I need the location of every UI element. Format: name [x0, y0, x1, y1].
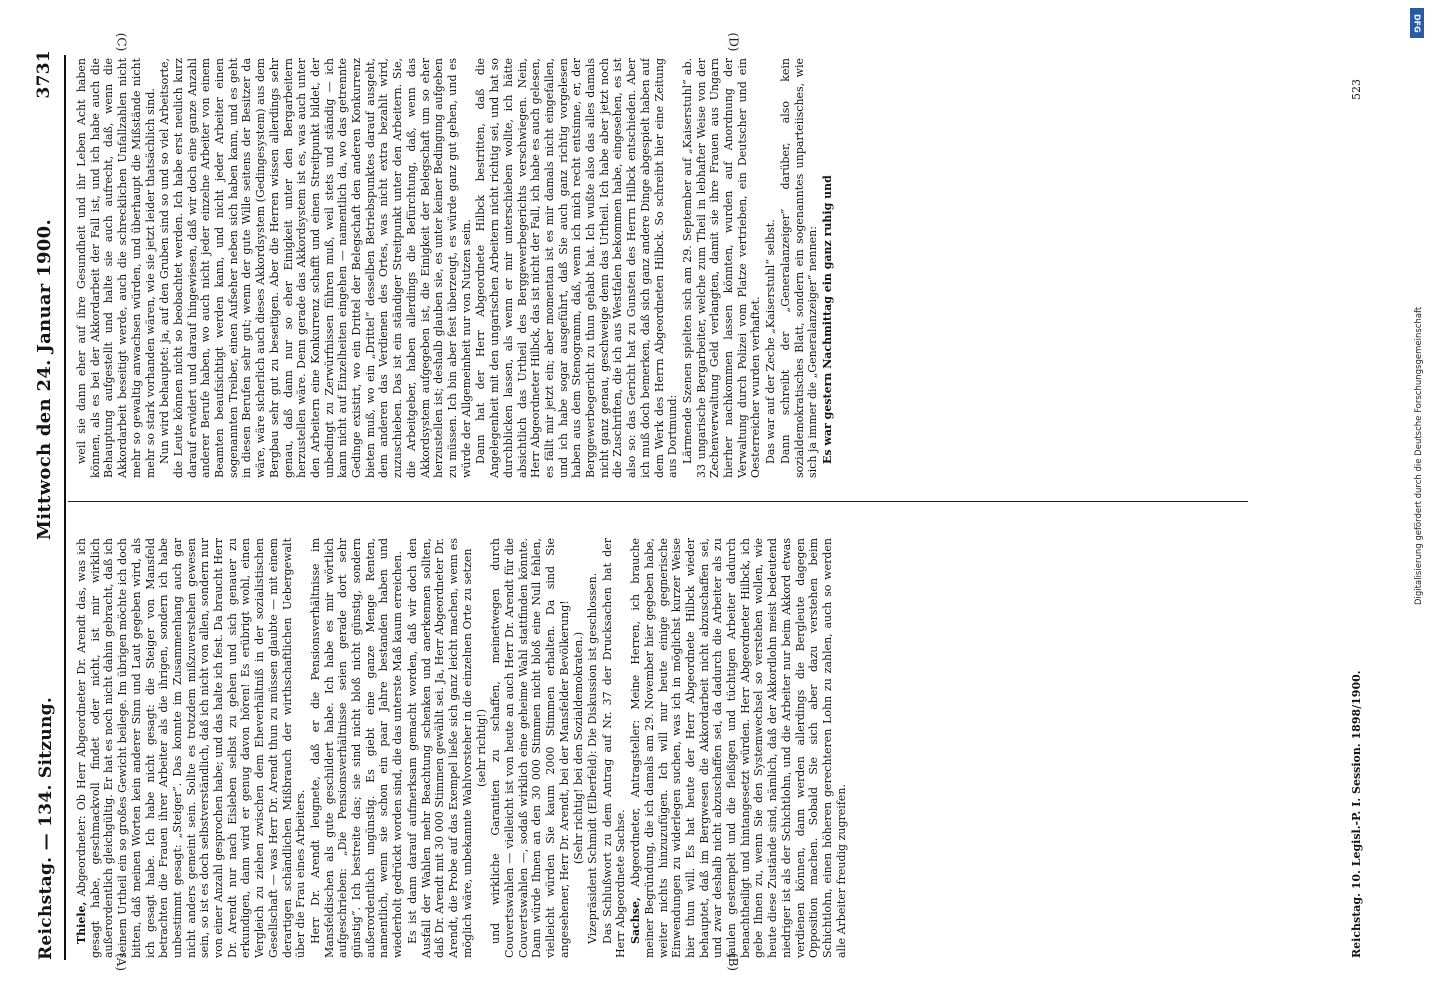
left-column	[75, 538, 1245, 958]
page-header	[30, 40, 60, 980]
paragraph: und wirkliche Garantien zu schaffen, meinetwegen durch Couvertswahlen — vielleicht ist von heute an auch Herr Dr. Arendt für die Couvertswahlen —, sodaß wirklich eine geheime Wahl stattfinden könnte. Dann würde Ihnen an den 30 000 Stimmen nicht bloß eine Null fehlen, vielleicht würden Sie kaum 2000 Stimmen erhalten. Da sind Sie angesehener, Herr Dr. Arendt, bei der Mansfelder Bevölkerung!	[489, 538, 571, 958]
page-number: 3731	[34, 50, 54, 99]
paragraph: Es war gestern Nachmittag ein ganz ruhig und	[820, 175, 834, 464]
paragraph-text: Abgeordneter: Ob Herr Abgeordneter Dr. Arendt das, was ich gesagt habe, geschmackvoll findet oder nicht, ist mir wirklich außerordentlich gleichgültig. Er hat es noch nicht dahin gebracht, daß ich seinem Urtheil ein so großes Gewicht beilege. Im übrigen möchte ich doch bitten, daß meinen Worten kein anderer Sinn und Laut gegeben wird, als ich gesagt habe. Ich habe nicht gesagt: die Steiger von Mansfeld betrachten die Frauen ihrer Arbeiter als die ihrigen, sondern ich habe unbestimmt gesagt: „Steiger“. Das konnte im Zusammenhang auch gar nicht anders gemeint sein. Sollte es trotzdem mißzuverstehen gewesen sein, so ist es doch selbstverständlich, daß ich nicht von allen, sondern nur von einer Anzahl gesprochen habe; und das halte ich fest. Da braucht Herr Dr. Arendt nur nach Eisleben selbst zu gehen und sich genauer zu erkundigen, dann wird er genug davon hören! Es erübrigt wohl, einen Vergleich zu ziehen zwischen dem Eheverhältniß in der sozialistischen Gesellschaft — was Herr Dr. Arendt thun zu müssen glaubte — mit einem derartigen schändlichen Mißbrauch der wirthschaftlichen Uebergewalt über die Frau eines Arbeiters.	[75, 538, 308, 958]
paragraph: Vizepräsident Schmidt (Elberfeld): Die Diskussion ist geschlossen.	[586, 572, 600, 944]
right-column	[75, 58, 1245, 478]
column-separator	[68, 501, 1248, 502]
paragraph	[75, 538, 308, 958]
margin-letter-c: (C)	[114, 32, 129, 52]
dfg-logo-icon: DFG	[1410, 8, 1424, 38]
paragraph: Dann schreibt der „Generalanzeiger“ darüber, also kein sozialdemokratisches Blatt, sondern ein sogenanntes unparteiisches, wie sich ja immer die „Generalanzeiger“ nennen:	[778, 58, 820, 478]
quotation: Lärmende Szenen spielten sich am 29. September auf „Kaiserstuhl“ ab. 33 ungarische Bergarbeiter, welche zum Theil in lebhafter Weise von der Zechenverwaltung Geld verlangten, damit sie ihre Frauen aus Ungarn hierher nachkommen lassen könnten, wurden auf Anordnung der Verwaltung durch Polizei vom Platze vertrieben, ein Deutscher und ein Oesterreicher wurden verhaftet.	[680, 58, 763, 478]
speaker-name: Thiele,	[75, 901, 88, 944]
margin-letter-a: (A)	[114, 952, 129, 972]
digitization-notice: Digitalisierung gefördert durch die Deutsche Forschungsgemeinschaft	[1414, 306, 1424, 605]
interjection: (sehr richtig!)	[475, 709, 489, 787]
paragraph: Dann hat der Herr Abgeordnete Hilbck bestritten, daß die Angelegenheit mit den ungarischen Arbeitern nicht richtig sei, und hat so durchblicken lassen, als wenn er mir unterschieben wollte, ich hätte absichtlich das Urtheil des Berggewerbegerichts verschwiegen. Nein, Herr Abgeordneter Hilbck, das ist nicht der Fall, ich habe es auch gelesen, es fällt mir jetzt ein; aber momentan ist es mir damals nicht eingefallen, und ich habe sogar ausgeführt, daß Sie auch ganz richtig vorgelesen haben aus dem Stenogramm, daß, wenn ich mich recht entsinne, er, der Berggewerbegericht zu thun gehabt hat. Ich wußte also das alles damals nicht ganz genau, geschweige denn das Urtheil. Ich habe aber jetzt noch die Zuschriften, die ich aus Westfalen bekommen habe, eingesehen, es ist also so: das Gericht hat zu Gunsten des Herrn Hilbck entschieden. Aber ich muß doch bemerken, daß sich ganz andere Dinge abgespielt haben auf dem Werk des Herrn Abgeordneten Hilbck. So schreibt hier eine Zeitung aus Dortmund:	[474, 58, 680, 478]
footer-sheet-number: 523	[1350, 79, 1363, 100]
paragraph: Das Schlußwort zu dem Antrag auf Nr. 37 der Drucksachen hat der Herr Abgeordnete Sachse.	[600, 538, 628, 958]
rotated-page-content	[20, 40, 1410, 980]
footer-left: Reichstag. 10. Legisl.-P. I. Session. 1898/1900.	[1350, 670, 1363, 958]
paragraph: Das war auf der Zeche „Kaiserstuhl“ selbst.	[764, 219, 778, 464]
paragraph: Nun wird behauptet: ja, auf den Gruben sind so und so viel Arbeitsorte, die Leute können nicht so beobachtet werden. Ich habe erst neulich kurz darauf erwidert und darauf hingewiesen, daß wir doch eine ganze Anzahl anderer Berufe haben, wo auch nicht jeder einzelne Arbeiter von einem Beamten beaufsichtigt werden kann, und nicht jeder Arbeiter einen sogenannten Treiber, einen Aufseher neben sich haben kann, und es geht in diesen Berufen sehr gut; wenn der gute Wille seitens der Besitzer da wäre, wäre sicherlich auch dieses Akkordsystem (Gedingesystem) aus dem Bergbau sehr gut zu beseitigen. Aber die Herren wissen allerdings sehr genau, daß dann nur so eher Einigkeit unter den Bergarbeitern herzustellen wäre. Denn gerade das Akkordsystem ist es, was auch unter den Arbeitern eine Konkurrenz schafft und einen Streitpunkt bildet, der unbedingt zu Zerwürfnissen führen muß, weil stets und ständig — ich kann nicht auf Einzelheiten eingehen — namentlich da, wo das getrennte Gedinge existirt, wo ein Drittel der Belegschaft den anderen Konkurrenz bieten muß, wo ein „Drittel“ desselben Betriebspunktes darauf ausgeht, dem anderen das Verdienen des Ortes, was nicht extra bezahlt wird, zuzuschieben. Das ist ein ständiger Streitpunkt unter den Arbeitern. Sie, die Arbeitgeber, haben allerdings die Befürchtung, daß, wenn das Akkordsystem aufgegeben ist, die Einigkeit der Belegschaft um so eher herzustellen ist; deshalb glauben sie, es unter keiner Bedingung aufgeben zu müssen. Ich bin aber fest überzeugt, es würde ganz gut gehen, und es würde der Allgemeinheit nur von Nutzen sein.	[158, 58, 473, 478]
interjection: (Sehr richtig! bei den Sozialdemokraten.)	[572, 631, 586, 865]
margin-letter-d: (D)	[726, 32, 741, 52]
speaker-name: Sachse,	[629, 897, 643, 944]
paragraph-text: Abgeordneter, Antragsteller: Meine Herren, ich brauche meiner Begründung, die ich damals am 29. November hier gegeben habe, weiter nichts hinzuzufügen. Ich will nur heute einige gegnerische Einwendungen zu widerlegen suchen, was ich in möglichst kurzer Weise hier thun will. Es hat heute der Herr Abgeordnete Hilbck wieder behauptet, daß im Bergwesen die Akkordarbeit nicht abzuschaffen sei, und zwar deshalb nicht abzuschaffen sei, da dadurch die Arbeiter als zu faulen gestempelt und die fleißigen und tüchtigen Arbeiter dadurch benachtheiligt und hintangesetzt würden. Herr Abgeordneter Hilbck, ich gebe Ihnen zu, wenn Sie den Systemwechsel so verstehen wollen, wie heute diese Zustände sind, nämlich, daß der Akkordlohn meist bedeutend niedriger ist als der Schichtlohn, und die Arbeiter nur beim Akkord etwas verdienen können, dann werden allerdings die Bergleute dagegen Opposition machen. Sobald Sie sich aber dazu verstehen beim Schichtlohn, einen höheren gerechteren Lohn zu zahlen, auch so werden alle Arbeiter freudig zugreifen.	[629, 538, 848, 958]
paragraph: weil sie dann eher auf ihre Gesundheit und ihr Leben Acht haben können, als es bei der Akkordarbeit der Fall ist, und ich habe auch die Behauptung aufgestellt und halte sie auch aufrecht, daß, wenn die Akkordarbeit beseitigt werde, auch die schrecklichen Unfallzahlen nicht mehr so gewaltig anwachsen würden, und überhaupt die Mißstände nicht mehr so stark vorhanden wären, wie sie jetzt leider thatsächlich sind.	[75, 58, 157, 478]
header-rule	[64, 55, 66, 960]
paragraph	[629, 538, 848, 958]
header-date: Mittwoch den 24. Januar 1900.	[34, 218, 55, 540]
paragraph: Es ist dann darauf aufmerksam gemacht worden, daß wir doch den Ausfall der Wahlen mehr Beachtung schenken und anerkennen sollten, daß Dr. Arendt mit 30 000 Stimmen gewählt sei. Ja, Herr Abgeordneter Dr. Arendt, die Probe auf das Exempel ließe sich ganz leicht machen, wenn es möglich wäre, unbekannte Wahlvorsteher in die einzelnen Orte zu setzen	[405, 538, 474, 958]
header-left: Reichstag. — 134. Sitzung.	[36, 696, 56, 960]
margin-letter-b: (B)	[726, 952, 741, 972]
paragraph: Herr Dr. Arendt leugnete, daß er die Pensionsverhältnisse im Mansfeldischen als gute geschildert habe. Ich habe es mir wörtlich aufgeschrieben: „Die Pensionsverhältnisse seien gerade dort sehr günstig“. Ich bestreite das; sie sind nicht bloß nicht günstig, sondern außerordentlich ungünstig. Es giebt eine ganze Menge Renten, namentlich, wenn sie schon ein paar Jahre bestanden haben und wiederholt gedrückt worden sind, die das unterste Maß kaum erreichen.	[308, 538, 405, 958]
